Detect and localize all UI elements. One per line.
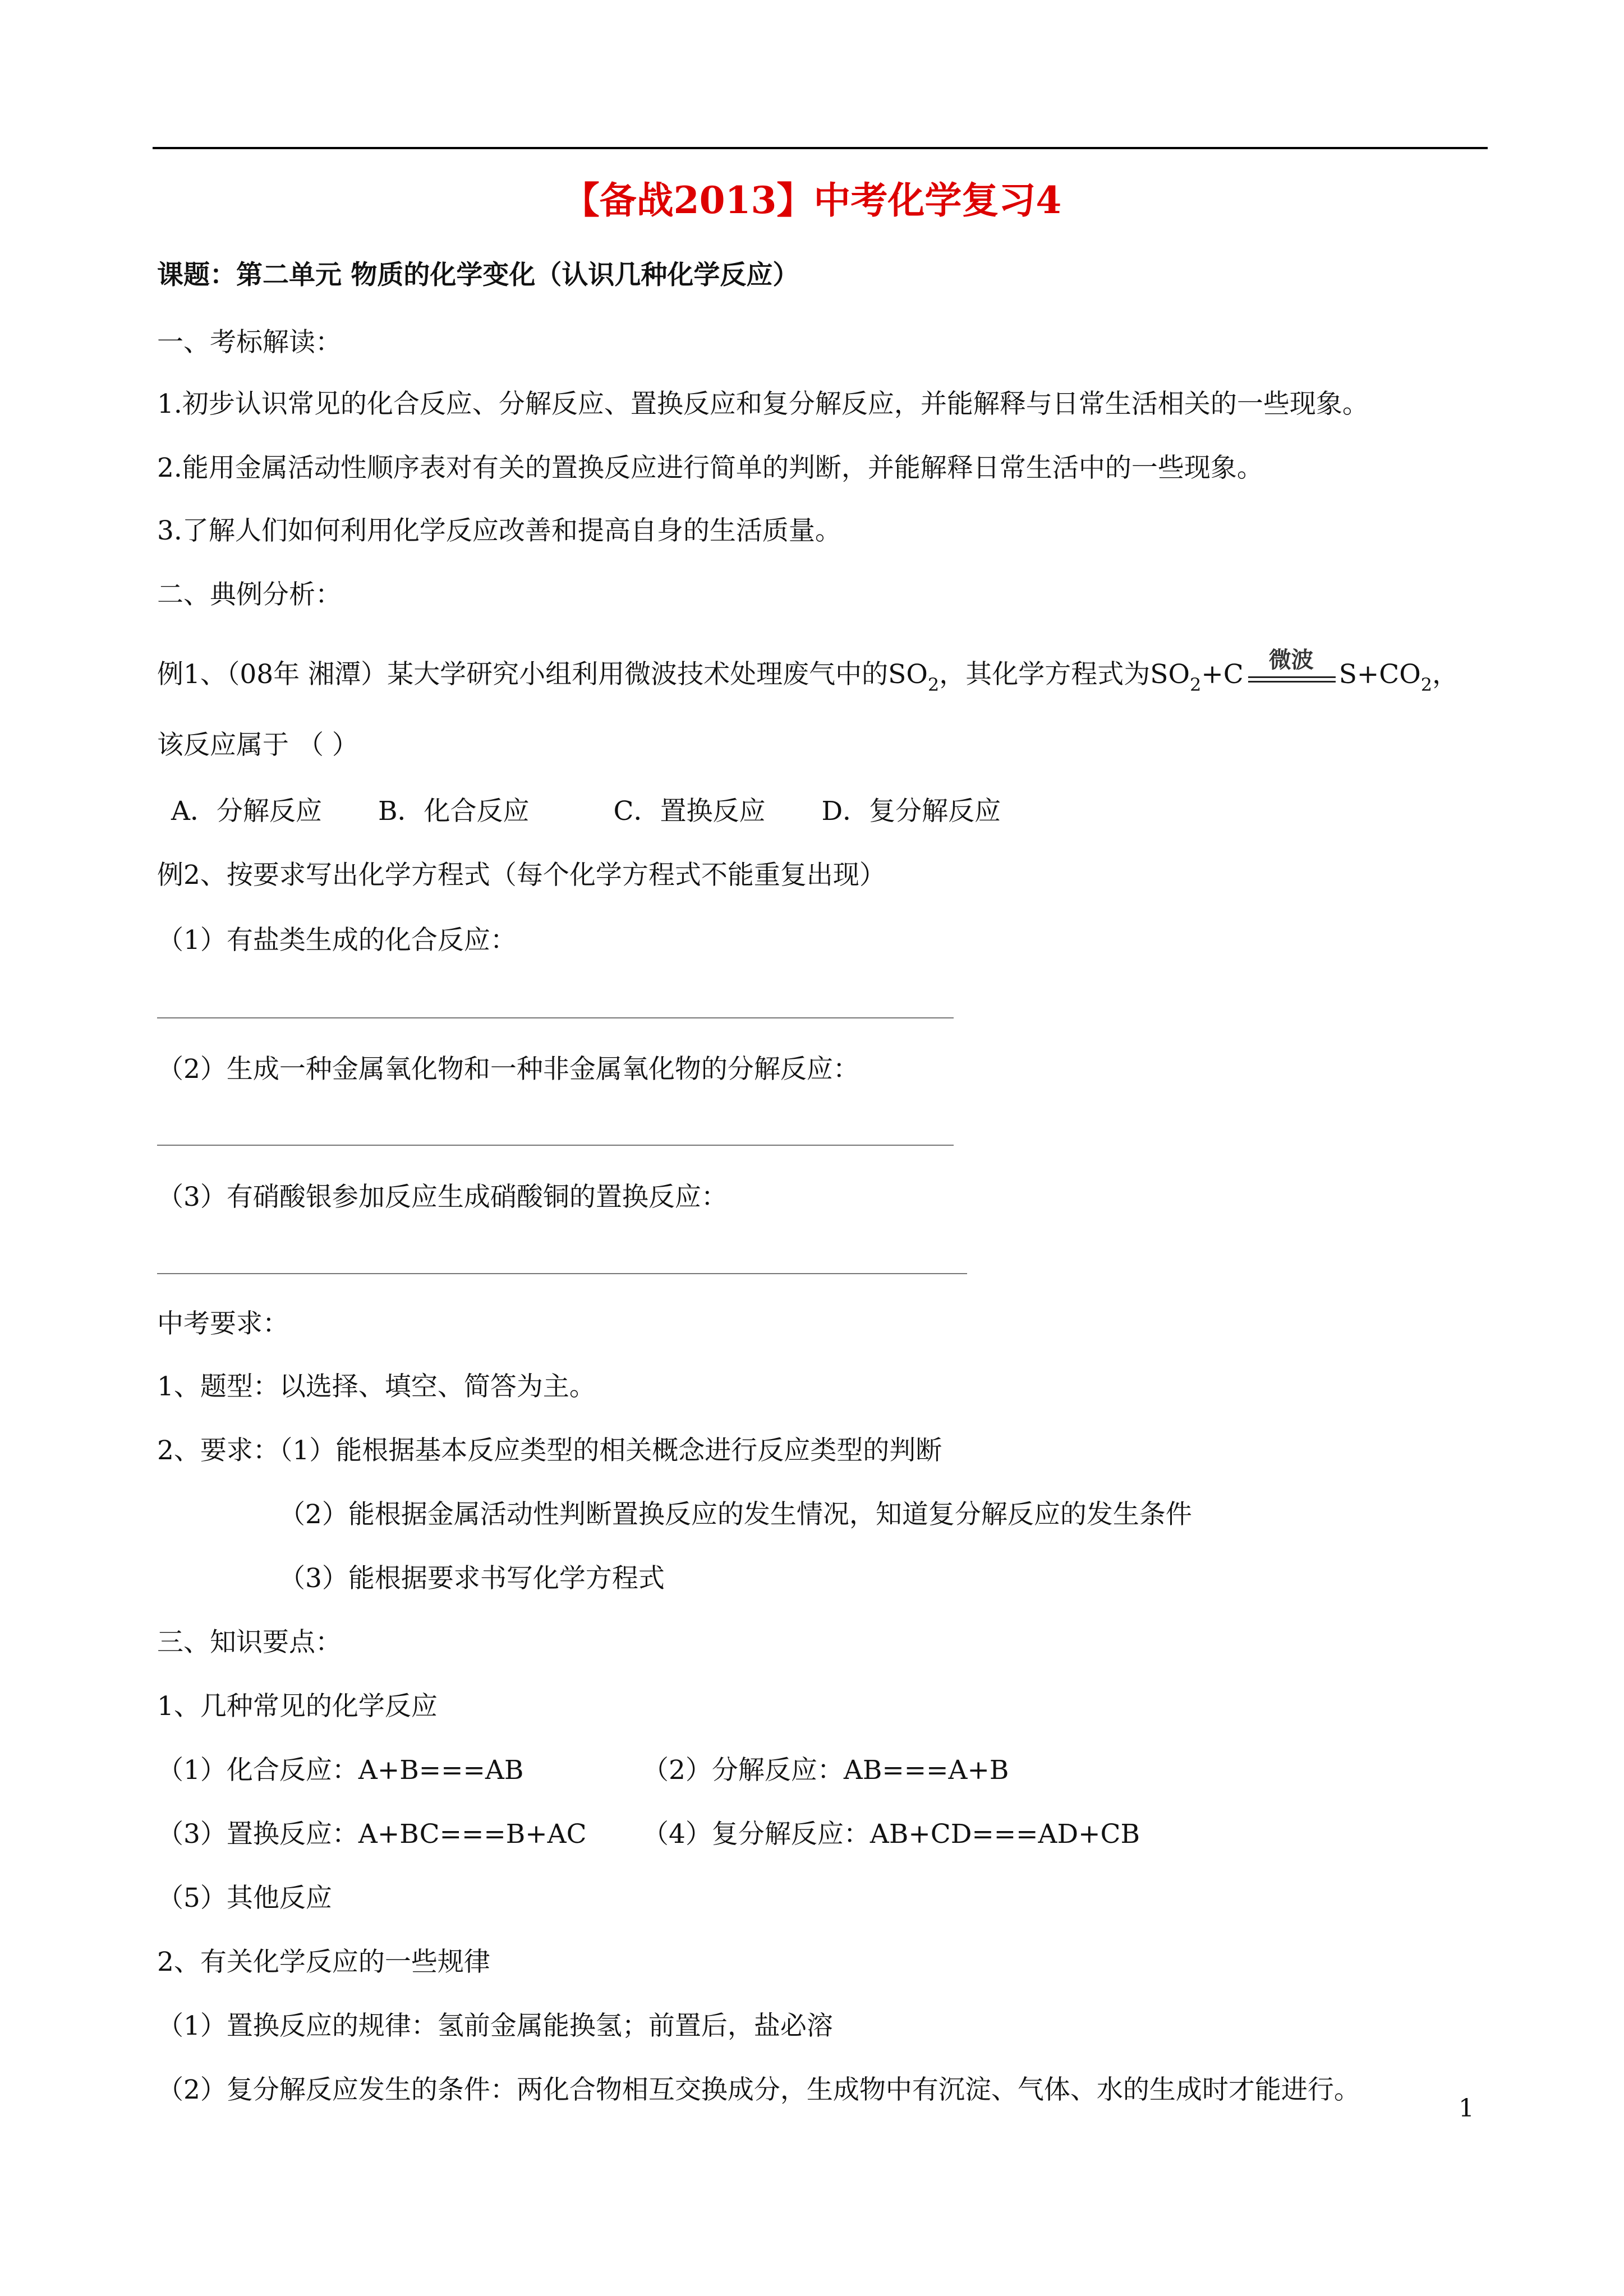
option-b: B．化合反应 [378,796,530,827]
answer-blank-2 [157,1145,954,1146]
condition-label: 微波 [1268,647,1314,673]
page-number: 1 [1459,2094,1474,2123]
standard-item-2: 2.能用金属活动性顺序表对有关的置换反应进行简单的判断，并能解释日常生活中的一些现象。 [157,453,1263,483]
reaction-type-1: （1）化合反应：A+B===AB [157,1755,524,1786]
option-c: C．置换反应 [613,796,766,827]
document-title: 【备战2013】中考化学复习4 [562,178,1062,222]
reaction-condition [1244,647,1339,692]
rule-1: （1）置换反应的规律：氢前金属能换氢；前置后，盐必溶 [157,2011,833,2041]
reaction-type-3: （3）置换反应：A+BC===B+AC [157,1819,587,1850]
answer-blank-1 [157,1017,954,1018]
exam-item-2c: （3）能根据要求书写化学方程式 [279,1563,665,1594]
equals-bar [1248,681,1336,683]
example-2-question-1: （1）有盐类生成的化合反应： [157,925,517,956]
example-1-line-1 [157,647,1459,695]
option-d: D．复分解反应 [821,796,1001,827]
subscript: 2 [1420,674,1433,695]
example-1-options [171,794,1001,829]
rule-2: （2）复分解反应发生的条件：两化合物相互交换成分，生成物中有沉淀、气体、水的生成时才能进行。 [157,2074,1360,2105]
exam-item-2b: （2）能根据金属活动性判断置换反应的发生情况，知道复分解反应的发生条件 [279,1499,1192,1530]
equals-bar [1248,676,1336,678]
example-1-text: 例1、（08年 湘潭）某大学研究小组利用微波技术处理废气中的SO [157,659,928,690]
example-2-question-3: （3）有硝酸银参加反应生成硝酸铜的置换反应： [157,1182,728,1212]
topic-line: 课题：第二单元 物质的化学变化（认识几种化学反应） [157,260,799,291]
header-rule [153,147,1488,149]
example-1-mid: ，其化学方程式为SO [939,659,1190,690]
example-1-end: ， [1432,659,1459,690]
example-2-question-2: （2）生成一种金属氧化物和一种非金属氧化物的分解反应： [157,1054,859,1085]
section-3-heading: 三、知识要点： [157,1627,342,1658]
standard-item-1: 1.初步认识常见的化合反应、分解反应、置换反应和复分解反应，并能解释与日常生活相关的一些现象。 [157,389,1369,419]
answer-blank-3 [157,1273,967,1274]
subscript: 2 [1189,674,1202,695]
standard-item-3: 3.了解人们如何利用化学反应改善和提高自身的生活质量。 [157,515,841,546]
reaction-type-4: （4）复分解反应：AB+CD===AD+CB [642,1819,1140,1850]
reactant-carbon: +C [1201,659,1244,690]
section-2-heading: 二、典例分析： [157,579,342,610]
knowledge-subheading-1: 1、几种常见的化学反应 [157,1691,438,1722]
example-2-heading: 例2、按要求写出化学方程式（每个化学方程式不能重复出现） [157,860,886,891]
reaction-type-2: （2）分解反应：AB===A+B [642,1755,1009,1786]
subscript: 2 [927,674,940,695]
knowledge-subheading-2: 2、有关化学反应的一些规律 [157,1947,490,1977]
option-a: A．分解反应 [171,796,322,827]
exam-item-1: 1、题型：以选择、填空、简答为主。 [157,1371,596,1402]
product-text: S+CO [1338,659,1421,690]
example-1-line-2: 该反应属于 （ ） [157,730,358,760]
exam-requirements-heading: 中考要求： [157,1308,289,1339]
exam-item-2: 2、要求：（1）能根据基本反应类型的相关概念进行反应类型的判断 [157,1435,942,1466]
section-1-heading: 一、考标解读： [157,327,342,358]
reaction-type-5: （5）其他反应 [157,1883,332,1914]
